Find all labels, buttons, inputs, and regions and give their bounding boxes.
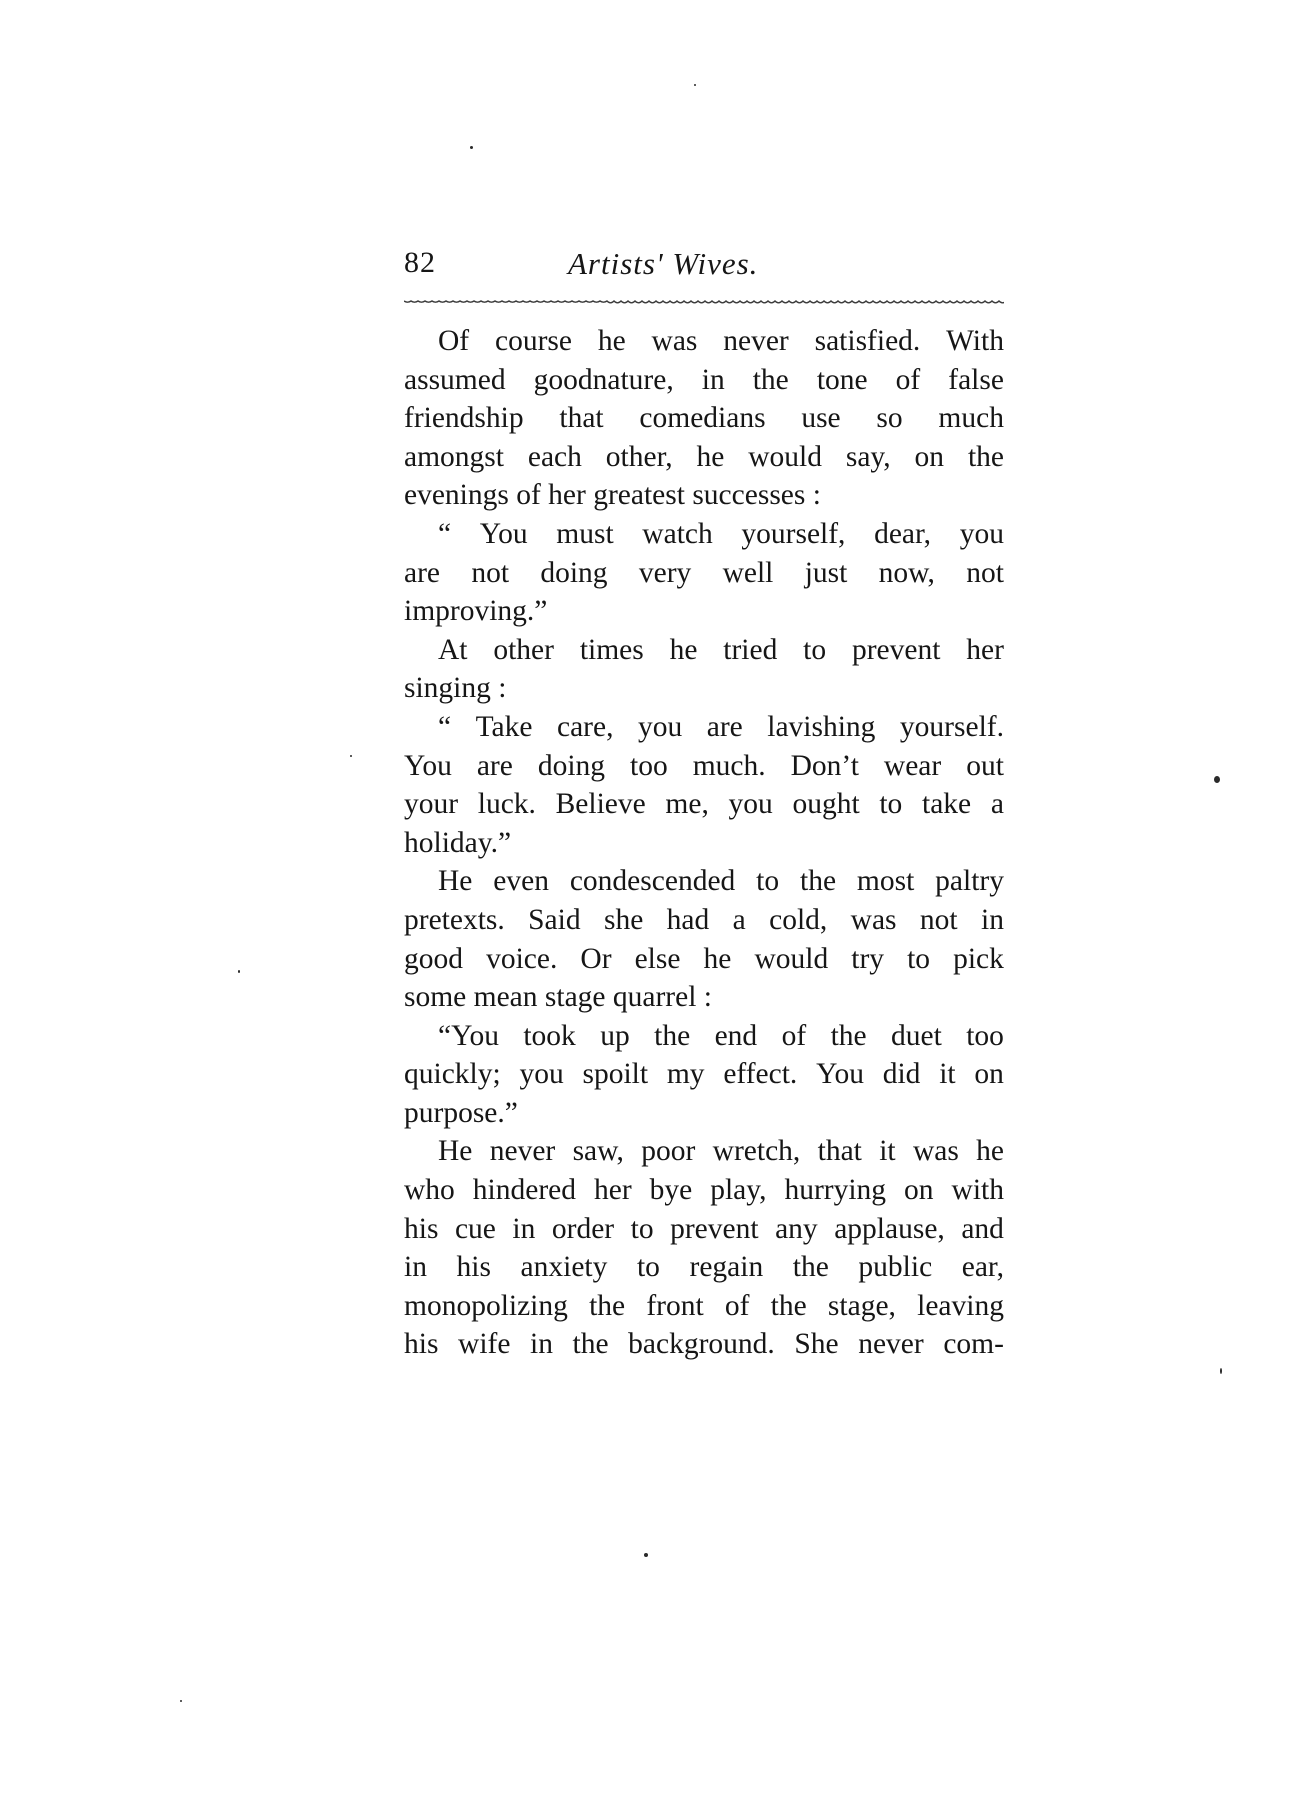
- text-line: amongst each other, he would say, on the: [404, 440, 1004, 473]
- text-line: pretexts. Said she had a cold, was not in: [404, 903, 1004, 936]
- scan-speck: [350, 755, 352, 757]
- text-line: his wife in the background. She never com-: [404, 1328, 1004, 1361]
- page-header: [404, 246, 1004, 296]
- text-line: holiday.”: [404, 826, 512, 859]
- text-line: “ You must watch yourself, dear, you: [438, 517, 1004, 550]
- scan-speck: [644, 1553, 648, 1557]
- text-line: assumed goodnature, in the tone of false: [404, 363, 1004, 396]
- scan-speck: [1214, 776, 1220, 783]
- text-line: “You took up the end of the duet too: [438, 1019, 1004, 1052]
- text-line: Of course he was never satisfied. With: [438, 325, 1004, 357]
- text-line: You are doing too much. Don’t wear out: [404, 749, 1004, 782]
- scan-speck: [470, 146, 473, 149]
- decorative-header-rule: [404, 298, 1004, 306]
- text-line: some mean stage quarrel :: [404, 981, 712, 1014]
- text-line: are not doing very well just now, not: [404, 556, 1004, 589]
- text-line: quickly; you spoilt my effect. You did it on: [404, 1058, 1004, 1091]
- text-line: “ Take care, you are lavishing yourself.: [438, 710, 1004, 743]
- scan-speck: [238, 970, 240, 973]
- text-line: singing :: [404, 672, 507, 705]
- text-line: good voice. Or else he would try to pick: [404, 942, 1004, 975]
- text-line: in his anxiety to regain the public ear,: [404, 1251, 1004, 1284]
- text-line: your luck. Believe me, you ought to take a: [404, 788, 1004, 821]
- text-line: At other times he tried to prevent her: [438, 633, 1004, 666]
- body-text: [404, 322, 1004, 1364]
- text-line: his cue in order to prevent any applause, and: [404, 1212, 1004, 1245]
- scan-speck: [694, 84, 696, 86]
- page-number: 82: [404, 246, 436, 279]
- scan-speck: [1220, 1368, 1222, 1374]
- text-line: who hindered her bye play, hurrying on with: [404, 1174, 1004, 1207]
- text-line: improving.”: [404, 595, 548, 628]
- text-line: monopolizing the front of the stage, leaving: [404, 1289, 1004, 1322]
- scan-speck: [180, 1700, 182, 1702]
- text-line: evenings of her greatest successes :: [404, 479, 821, 512]
- text-line: purpose.”: [404, 1096, 518, 1129]
- text-line: friendship that comedians use so much: [404, 402, 1004, 435]
- running-title: Artists' Wives.: [568, 246, 759, 281]
- text-line: He never saw, poor wretch, that it was he: [438, 1135, 1004, 1168]
- text-line: He even condescended to the most paltry: [438, 865, 1004, 898]
